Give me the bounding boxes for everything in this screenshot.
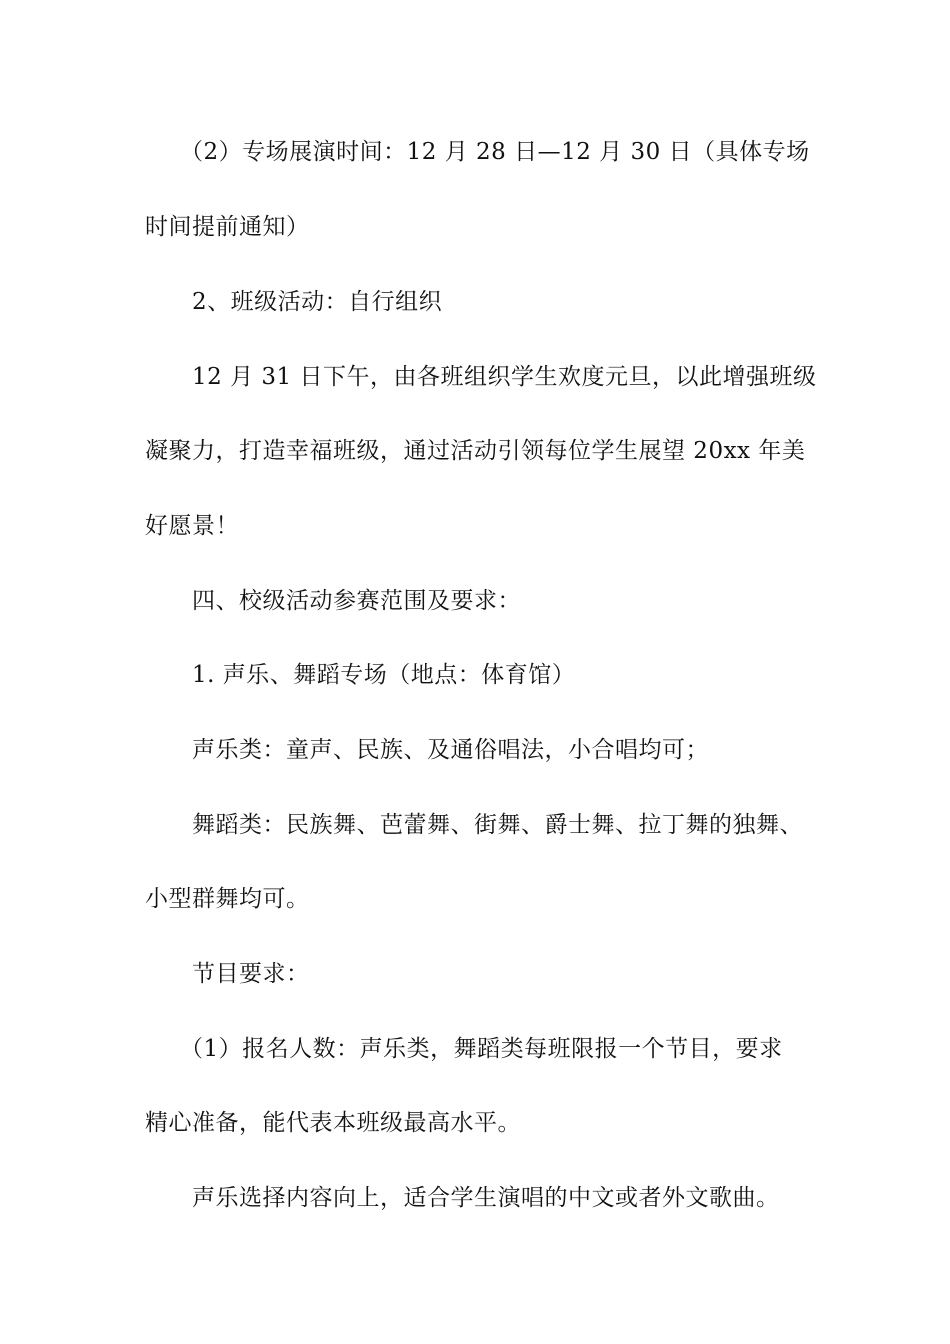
paragraph-2-line-1: 2、班级活动：自行组织 [192, 289, 443, 315]
paragraph-6-line-1: 声乐类：童声、民族、及通俗唱法，小合唱均可； [192, 737, 709, 763]
paragraph-9-line-1: （1）报名人数：声乐类，舞蹈类每班限报一个节目，要求 [180, 1036, 783, 1062]
paragraph-5-line-1: 1. 声乐、舞蹈专场（地点：体育馆） [192, 662, 576, 688]
paragraph-9-line-2: 精心准备，能代表本班级最高水平。 [145, 1110, 521, 1136]
paragraph-3-line-2: 凝聚力，打造幸福班级，通过活动引领每位学生展望 20xx 年美 [145, 438, 806, 464]
paragraph-7-line-2: 小型群舞均可。 [145, 886, 310, 912]
paragraph-4-line-1: 四、校级活动参赛范围及要求： [192, 588, 521, 614]
paragraph-10-line-1: 声乐选择内容向上，适合学生演唱的中文或者外文歌曲。 [192, 1185, 780, 1211]
paragraph-3-line-1: 12 月 31 日下午，由各班组织学生欢度元旦，以此增强班级 [192, 364, 817, 390]
paragraph-3-line-3: 好愿景！ [145, 513, 239, 539]
paragraph-1-line-1: （2）专场展演时间：12 月 28 日—12 月 30 日（具体专场 [180, 139, 810, 165]
paragraph-8-line-1: 节目要求： [192, 961, 310, 987]
paragraph-1-line-2: 时间提前通知） [145, 214, 310, 240]
paragraph-7-line-1: 舞蹈类：民族舞、芭蕾舞、街舞、爵士舞、拉丁舞的独舞、 [192, 812, 803, 838]
